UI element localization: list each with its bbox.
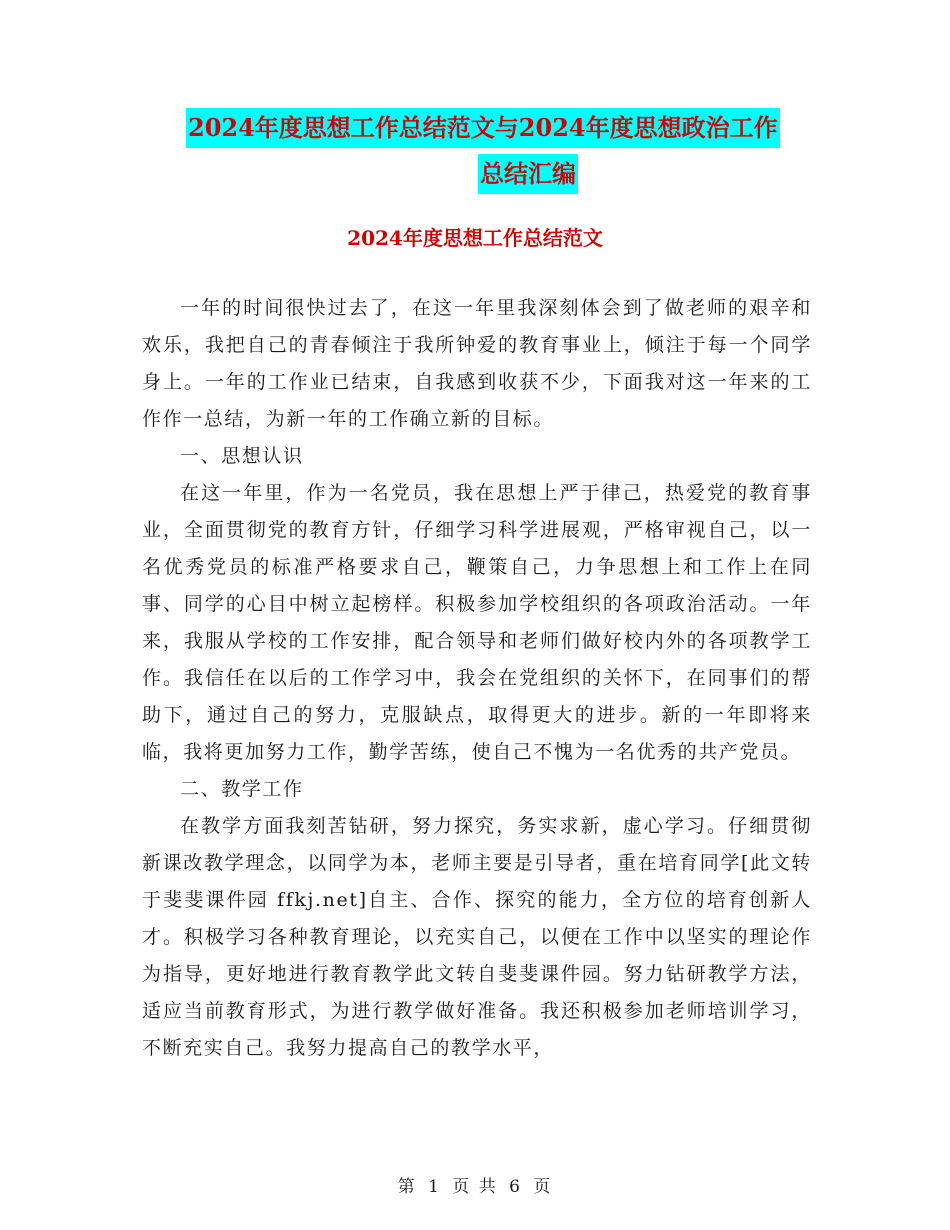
section-heading-teaching: 二、教学工作 [180,778,304,800]
section-heading-thought: 一、思想认识 [180,445,304,467]
title-line-2: 总结汇编 [478,154,578,194]
footer-page-number: 1 [428,1177,441,1197]
footer-suffix: 页 [533,1177,553,1197]
footer-total-pages: 6 [509,1177,522,1197]
paragraph-thought: 在这一年里，作为一名党员，我在思想上严于律己，热爱党的教育事业，全面贯彻党的教育方针，仔细学习科学进展观，严格审视自己，以一名优秀党员的标准严格要求自己，鞭策自己，力争思想上和工作上在同事、同学的心目中树立起榜样。积极参加学校组织的各项政治活动。一年来，我服从学校的工作安排，配合领导和老师们做好校内外的各项教学工作。我信任在以后的工作学习中，我会在党组织的关怀下，在同事们的帮助下，通过自己的努力，克服缺点，取得更大的进步。新的一年即将来临，我将更加努力工作，勤学苦练，使自己不愧为一名优秀的共产党员。 [142,482,812,763]
paragraph-teaching: 在教学方面我刻苦钻研，努力探究，务实求新，虚心学习。仔细贯彻新课改教学理念，以同学为本，老师主要是引导者，重在培育同学[此文转于斐斐课件园 ffkj.net]自主、合作、探究的能力，全方位的培育创新人才。积极学习各种教育理论，以充实自己，以便在工作中以坚实的理论作为指导，更好地进行教育教学此文转自斐斐课件园。努力钻研教学方法，适应当前教育形式，为进行教学做好准备。我还积极参加老师培训学习，不断充实自己。我努力提高自己的教学水平， [142,815,812,1059]
title-line-1: 2024年度思想工作总结范文与2024年度思想政治工作 [186,108,780,148]
document-body [142,290,812,1067]
paragraph-intro: 一年的时间很快过去了，在这一年里我深刻体会到了做老师的艰辛和欢乐，我把自己的青春倾注于我所钟爱的教育事业上，倾注于每一个同学身上。一年的工作业已结束，自我感到收获不少，下面我对这一年来的工作作一总结，为新一年的工作确立新的目标。 [142,297,812,430]
section-heading: 2024年度思想工作总结范文 [347,226,603,250]
footer-middle: 页 共 [452,1177,498,1197]
page-footer [0,1172,950,1197]
footer-prefix: 第 [397,1177,417,1197]
